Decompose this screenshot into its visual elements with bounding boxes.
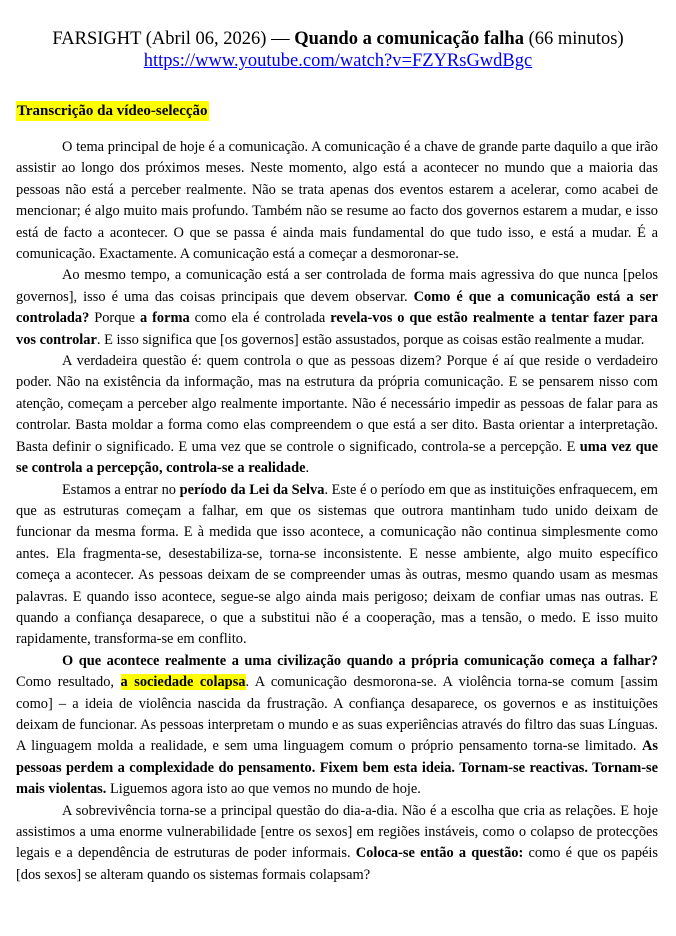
text-run: A sobrevivência torna-se a principal questão do dia-a-dia. Não é a escolha que cria as relações. E hoje assistimos a uma enorme vulnerabilidade [entre os sexos] em regiões instáveis, como o colapso de protecções legais e a dependência de estruturas de poder informais. bbox=[16, 802, 658, 862]
text-run: . E isso significa que [os governos] estão assustados, porque as coisas estão realmente a mudar. bbox=[96, 331, 645, 348]
bold-text: uma vez que se controla a percepção, controla-se a realidade bbox=[16, 438, 658, 477]
text-run: Porque bbox=[89, 310, 140, 327]
paragraph bbox=[16, 801, 658, 887]
text-run: Ao mesmo tempo, a comunicação está a ser controlada de forma mais agressiva do que nunca [pelos governos], isso é uma das coisas principais que devem observar. bbox=[16, 267, 658, 305]
bold-text: O que acontece realmente a uma civilização quando a própria comunicação começa a falhar? bbox=[62, 652, 658, 669]
text-run: . bbox=[305, 460, 310, 477]
header-source: FARSIGHT (Abril 06, 2026) — bbox=[52, 29, 290, 49]
text-run: Liguemos agora isto ao que vemos no mundo de hoje. bbox=[106, 781, 421, 798]
text-run: . Este é o período em que as instituições enfraquecem, em que as estruturas começam a falhar, em que os sistemas que outrora mantinham tudo unido deixam de funcionar da mesma forma. E à medida que isso acontece, a comunicação não continua simplesmente como antes. Ela fragmenta-se, desestabiliza-se, torna-se inconsistente. E nesse ambiente, algo muito específico começa a acontecer. As pessoas deixam de se compreender umas às outras, mesmo quando usam as mesmas palavras. E quando isso acontece, segue-se algo ainda mais perigoso; deixam de confiar umas nas outras. E quando a confiança desaparece, o que a substitui não é a cooperação, mas a tensão, o medo. E isso muito rapidamente, transforma-se em conflito. bbox=[16, 481, 658, 648]
section-heading: Transcrição da vídeo-selecção bbox=[17, 103, 208, 119]
text-run: como ela é controlada bbox=[189, 310, 331, 327]
paragraph bbox=[16, 351, 658, 479]
transcript-body bbox=[16, 137, 658, 886]
text-run: Estamos a entrar no bbox=[62, 481, 180, 498]
video-duration: (66 minutos) bbox=[528, 29, 624, 49]
bold-text: revela-vos o que estão realmente a tentar fazer para vos controlar bbox=[16, 310, 658, 348]
video-title: Quando a comunicação falha bbox=[294, 29, 524, 49]
text-run: O tema principal de hoje é a comunicação. A comunicação é a chave de grande parte daquilo a que irão assistir ao longo dos próximos meses. Neste momento, algo está a acontecer no mundo que a maioria das pessoas não está a perceber realmente. Não se trata apenas dos eventos estarem a acelerar, como acabei de mencionar; é algo muito mais profundo. Também não se resume ao facto dos governos estarem a mudar, e isso está de facto a acontecer. O que se passa é ainda mais fundamental do que tudo isso, e está a mudar. É a comunicação. Exactamente. A comunicação está a começar a desmoronar-se. bbox=[16, 139, 658, 263]
header-title-line bbox=[0, 28, 676, 50]
text-run: Como resultado, bbox=[16, 674, 121, 691]
paragraph bbox=[16, 480, 658, 651]
text-run: como é que os papéis [dos sexos] se alteram quando os sistemas formais colapsam? bbox=[16, 845, 658, 883]
bold-text: Coloca-se então a questão: bbox=[355, 845, 524, 862]
paragraph bbox=[16, 265, 658, 351]
text-run: A verdadeira questão é: quem controla o que as pessoas dizem? Porque é aí que reside o verdadeiro poder. Não na existência da informação, mas na estrutura da própria comunicação. E se pensarem nisso com atenção, começam a perceber algo realmente importante. Não é necessário impedir as pessoas de falar para as controlar. Basta moldar a forma como elas compreendem o que está a ser dito. Basta orientar a interpretação. Basta definir o significado. E uma vez que se controle o significado, controla-se a percepção. E bbox=[16, 353, 658, 455]
bold-text: Como é que a comunicação está a ser controlada? bbox=[16, 288, 659, 327]
highlighted-text: a sociedade colapsa bbox=[120, 674, 246, 691]
bold-text: As pessoas perdem a complexidade do pensamento. Fixem bem esta ideia. Tornam-se reactivas. Tornam-se mais violentas. bbox=[16, 738, 658, 798]
document-header bbox=[0, 0, 676, 72]
video-link[interactable]: https://www.youtube.com/watch?v=FZYRsGwdBgc bbox=[143, 51, 533, 71]
paragraph bbox=[16, 651, 658, 801]
bold-text: a forma bbox=[139, 310, 190, 327]
bold-text: período da Lei da Selva bbox=[179, 481, 325, 498]
paragraph bbox=[16, 137, 658, 265]
text-run: . A comunicação desmorona-se. A violência torna-se comum [assim como] – a ideia de violência nascida da frustração. A confiança desaparece, os governos e as instituições deixam de funcionar. As pessoas interpretam o mundo e as suas experiências através do filtro das suas Línguas. A linguagem molda a realidade, e sem uma linguagem comum o próprio pensamento torna-se limitado. bbox=[16, 674, 659, 755]
